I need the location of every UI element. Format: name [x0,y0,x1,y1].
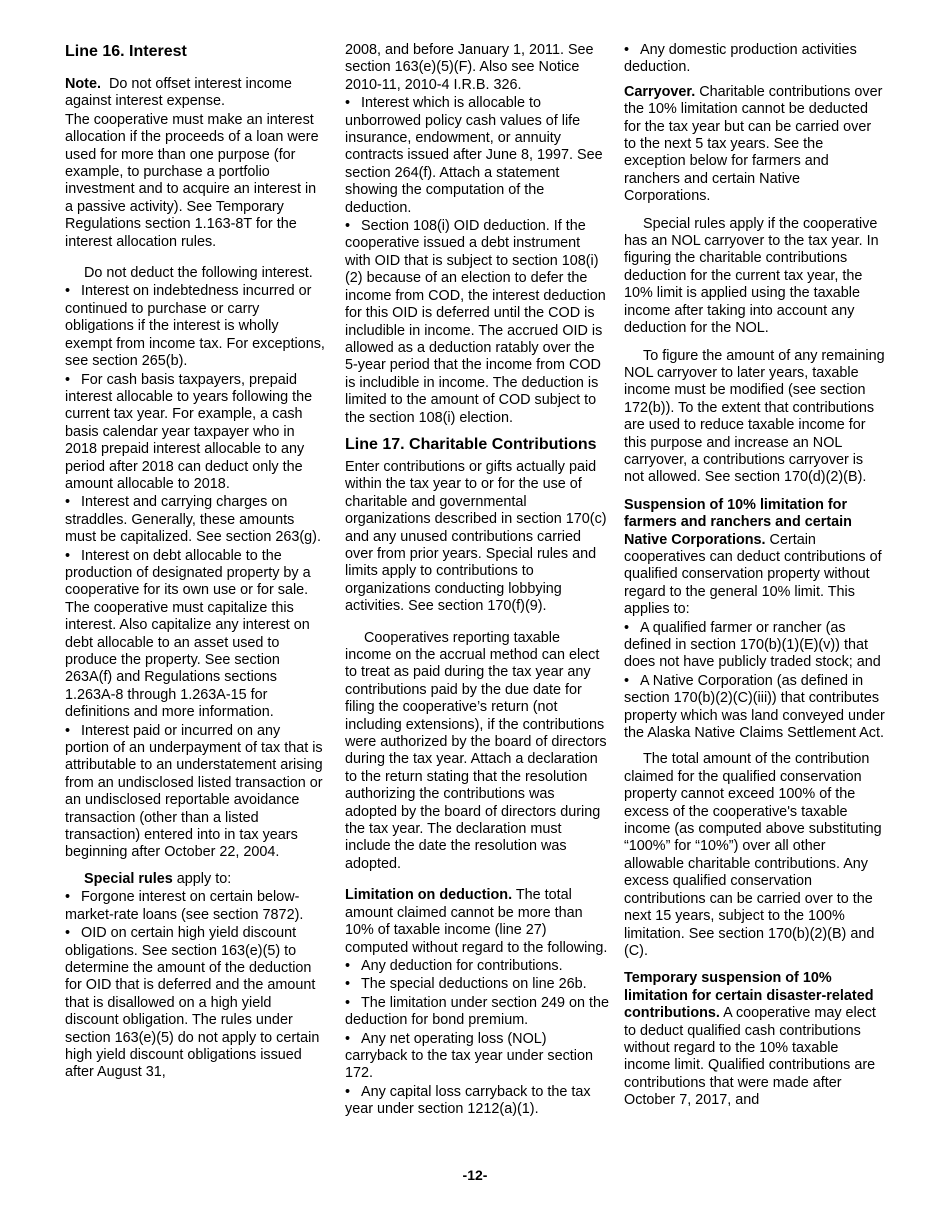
do-not-deduct-paragraph: Do not deduct the following interest. [84,265,313,282]
special-rules-bullet: • Forgone interest on certain below-market-rate loans (see section 7872). [65,889,327,924]
special-rules-lead: Special rules [84,870,173,887]
column-1 [65,42,327,1083]
accrual-method-paragraph: Cooperatives reporting taxable income on the accrual method can elect to treat as paid during the tax year any contributions paid by the due date for filing the cooperative’s return (not including extensions), if the contributions were authorized by the board of directors during the tax year. Attach a declaration to the return stating that the resolution authorizing the contributions was adopted by the board of directors during the tax year. The declaration must include the date the resolution was adopted. [345,629,607,872]
note-text: Do not offset interest income against interest expense. [65,76,292,110]
interest-bullet: • For cash basis taxpayers, prepaid interest allocable to years following the current tax year. For example, a cash basis calendar year taxpayer who in 2018 prepaid interest allocable to any period after 2018 can deduct only the amount allocable to 2018. [65,372,327,494]
limitation-lead: Limitation on deduction. [345,887,513,904]
suspension-lead: Suspension of 10% limitation for farmers and ranchers and certain Native Corporations. [624,496,852,548]
suspension-bullet: • A qualified farmer or rancher (as defined in section 170(b)(1)(E)(v)) that does not have publicly traded stock; and [624,620,886,672]
temporary-suspension-lead: Temporary suspension of 10% limitation for certain disaster-related contributions. [624,970,874,1022]
limitation-text: The total amount claimed cannot be more than 10% of taxable income (line 27) computed without regard to the following. [345,887,608,956]
suspension-text: Certain cooperatives can deduct contributions of qualified conservation property without regard to the general 10% limit. This applies to: [624,531,882,618]
enter-contributions-paragraph: Enter contributions or gifts actually paid within the tax year to or for the use of charitable and governmental organizations described in section 170(c) and any unused contributions carried over from prior years. Special rules and limits apply to contributions to organizations conducting lobbying activities. See section 170(f)(9). [345,458,607,615]
special-rules-bullet: • OID on certain high yield discount obligations. See section 163(e)(5) to determine the amount of the deduction for OID that is deferred and the amount that is disallowed on a high yield discount obligation. The rules under section 163(e)(5) do not apply to certain high yield discount obligations issued after August 31, [65,925,327,1082]
limitation-bullet: • Any net operating loss (NOL) carryback to the tax year under section 172. [345,1031,609,1083]
note-lead: Note. [65,76,101,92]
temporary-suspension-text: A cooperative may elect to deduct qualified cash contributions without regard to the 10% taxable income limit. Qualified contributions are contributions that were made after October 7, 2017, and [624,1005,876,1109]
carryover-lead: Carryover. [624,83,696,100]
limitation-bullet: • Any deduction for contributions. [345,958,609,975]
line-17-heading: Line 17. Charitable Contributions [345,435,597,453]
limitation-bullet: • The limitation under section 249 on the deduction for bond premium. [345,995,609,1030]
column-3 [624,42,886,1116]
temporary-suspension-paragraph [624,970,886,1109]
carryover-paragraph [624,84,886,206]
interest-bullet: • Interest and carrying charges on straddles. Generally, these amounts must be capitalized. See section 263(g). [65,494,327,546]
limitation-bullet: • Any domestic production activities deduction. [624,42,886,77]
total-amount-paragraph: The total amount of the contribution claimed for the qualified conservation property cannot exceed 100% of the excess of the cooperative's taxable income (as computed above substituting “100%” for “10%”) over all other allowable charitable contributions. Any excess qualified conservation contributions can be carried over to the next 15 years, subject to the 100% limitation. See section 170(b)(2)(B) and (C). [624,751,882,959]
limitation-bullet: • Any capital loss carryback to the tax year under section 1212(a)(1). [345,1084,609,1119]
page-number: -12- [462,1167,488,1183]
suspension-paragraph [624,497,886,619]
interest-bullet: • Interest on debt allocable to the production of designated property by a cooperative for its own use or for sale. The cooperative must capitalize this interest. Also capitalize any interest on debt allocable to an asset used to produce the property. See section 263A(f) and Regulations sections 1.263A-8 through 1.263A-15 for definitions and more information. [65,548,327,722]
interest-bullet: • Section 108(i) OID deduction. If the cooperative issued a debt instrument with OID that is subject to section 108(i)(2) because of an election to defer the income from COD, the interest deduction for this OID is deferred until the COD is includible in income. The accrued OID is allowed as a deduction ratably over the 5-year period that the income from COD is includible in income. The deduction is limited to the amount of COD subject to the section 108(i) election. [345,218,609,427]
interest-bullet: • Interest paid or incurred on any portion of an underpayment of tax that is attributable to an understatement arising from an undisclosed listed transaction or an undisclosed reportable avoidance transaction (other than a listed transaction) entered into in tax years beginning after October 22, 2004. [65,723,327,862]
allocation-paragraph: The cooperative must make an interest allocation if the proceeds of a loan were used for more than one purpose (for example, to purchase a portfolio investment and to acquire an interest in a passive activity). See Temporary Regulations section 1.163-8T for the interest allocation rules. [65,111,319,250]
note-paragraph [65,76,327,111]
limitation-paragraph [345,887,609,957]
nol-figure-paragraph: To figure the amount of any remaining NOL carryover to later years, taxable income must be modified (see section 172(b)). To the extent that contributions are used to reduce taxable income for this purpose and increase an NOL carryover, a contributions carryover is not allowed. See section 170(d)(2)(B). [624,347,885,486]
special-rules-paragraph [65,871,327,888]
continued-text: 2008, and before January 1, 2011. See section 163(e)(5)(F). Also see Notice 2010-11, 2010-4 I.R.B. 326. [345,42,594,93]
line-16-heading: Line 16. Interest [65,43,187,60]
limitation-bullet: • The special deductions on line 26b. [345,976,609,993]
carryover-text: Charitable contributions over the 10% limitation cannot be deducted for the tax year but can be carried over to the next 5 tax years. See the exception below for farmers and ranchers and certain Native Corporations. [624,83,883,205]
special-rules-text: apply to: [172,870,232,887]
interest-bullet: • Interest on indebtedness incurred or continued to purchase or carry obligations if the interest is wholly exempt from income tax. For exceptions, see section 265(b). [65,283,327,370]
nol-special-rules-paragraph: Special rules apply if the cooperative has an NOL carryover to the tax year. In figuring the charitable contributions deduction for the current tax year, the 10% limit is applied using the taxable income after taking into account any deduction for the NOL. [624,215,879,337]
interest-bullet: • Interest which is allocable to unborrowed policy cash values of life insurance, endowment, or annuity contracts issued after June 8, 1997. See section 264(f). Attach a statement showing the computation of the deduction. [345,95,609,217]
column-2 [345,42,609,1120]
suspension-bullet: • A Native Corporation (as defined in section 170(b)(2)(C)(iii)) that contributes property which was land conveyed under the Alaska Native Claims Settlement Act. [624,673,886,743]
